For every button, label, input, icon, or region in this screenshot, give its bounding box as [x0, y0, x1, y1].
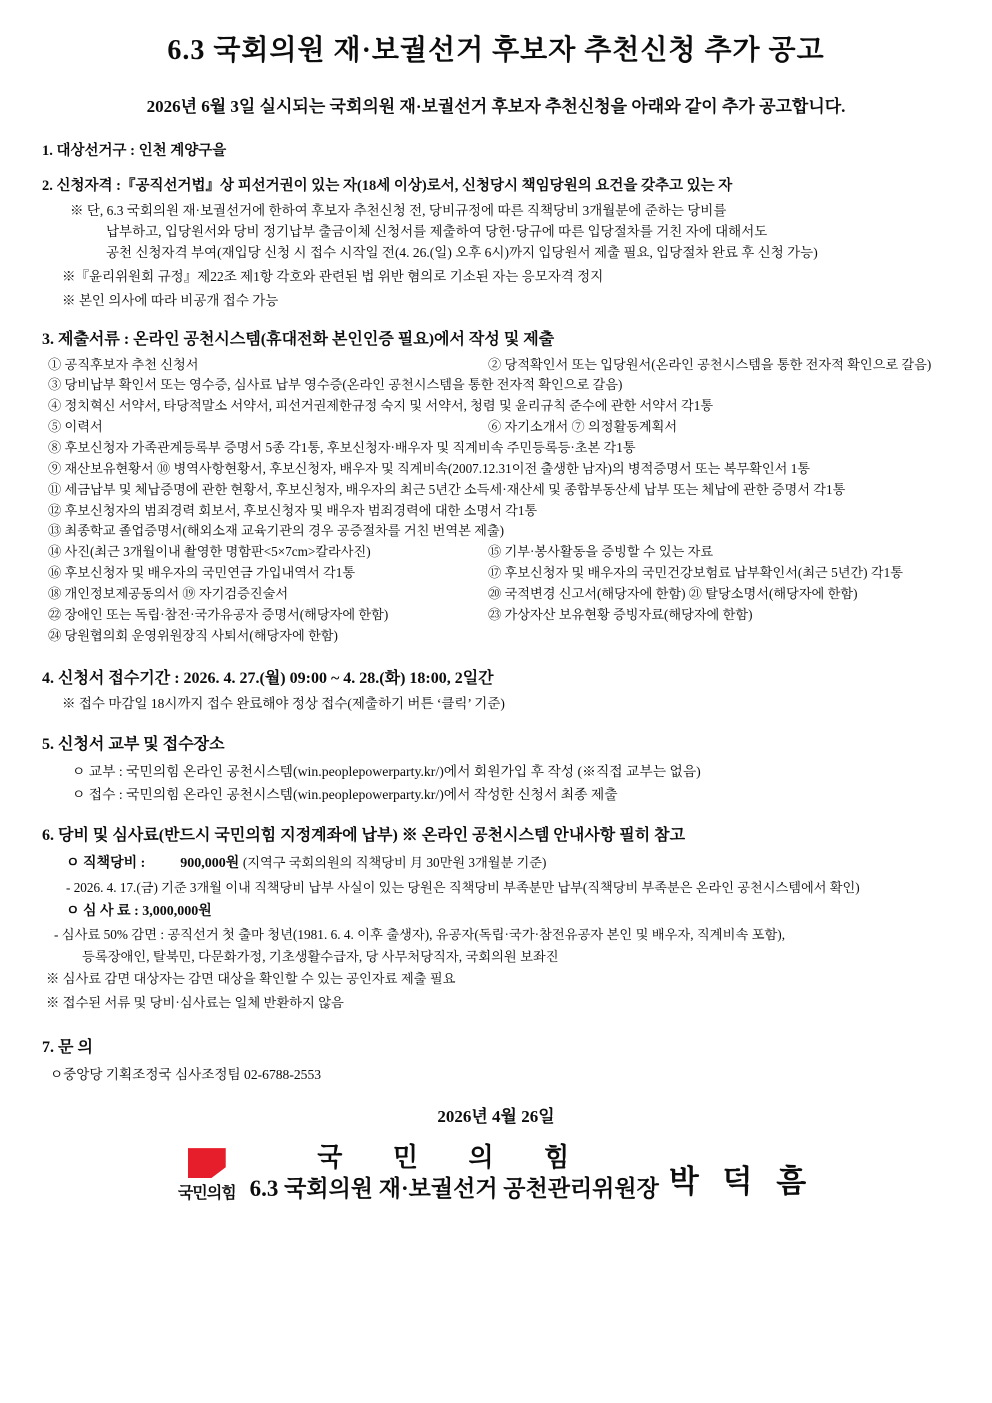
list-item: [48, 521, 956, 542]
list-item-left: ㉔ 당원협의회 운영위원장직 사퇴서(해당자에 한함): [48, 627, 338, 643]
fee-screening-row: ㅇ 심 사 료 : 3,000,000원: [66, 904, 212, 920]
party-flag-icon: [188, 1148, 226, 1178]
page-title: 6.3 국회의원 재·보궐선거 후보자 추천신청 추가 공고: [167, 35, 825, 66]
list-item: [48, 480, 956, 501]
list-item: [48, 563, 956, 584]
section-6-star-note-1: ※ 심사료 감면 대상자는 감면 대상을 확인할 수 있는 공인자료 제출 필요: [46, 970, 456, 986]
list-item: [48, 375, 956, 396]
section-2-note-1: [36, 201, 956, 264]
section-7-heading: 7. 문 의: [42, 1039, 93, 1056]
list-item-left: ⑭ 사진(최근 3개월이내 촬영한 명함판<5×7cm>칼라사진): [48, 544, 371, 560]
fee-party-dues-tail: (지역구 국회의원의 직책당비 月 30만원 3개월분 기준): [242, 855, 547, 871]
section-submission-place: [36, 731, 956, 807]
section-6-star-note-2: ※ 접수된 서류 및 당비·심사료는 일체 반환하지 않음: [46, 995, 344, 1011]
list-item-right: ② 당적확인서 또는 입당원서(온라인 공천시스템을 통한 전자적 확인으로 갈음): [488, 356, 932, 372]
list-item-left: ⑤ 이력서: [48, 419, 103, 435]
signature-text-block: [250, 1137, 659, 1203]
list-item-left: ⑯ 후보신청자 및 배우자의 국민연금 가입내역서 각1통: [48, 565, 356, 581]
section-2-note-3: ※ 본인 의사에 따라 비공개 접수 가능: [62, 292, 279, 308]
list-item-right: ⑥ 자기소개서 ⑦ 의정활동계획서: [488, 419, 678, 435]
list-item-left: ⑬ 최종학교 졸업증명서(해외소재 교육기관의 경우 공증절차를 거친 번역본 제출): [48, 523, 504, 539]
list-item: [48, 584, 956, 605]
section-6-heading: 6. 당비 및 심사료(반드시 국민의힘 지정계좌에 납부) ※ 온라인 공천시스템 안내사항 필히 참고: [42, 827, 686, 845]
list-item-right: ⑳ 국적변경 신고서(해당자에 한함) ㉑ 탈당소명서(해당자에 한함): [488, 586, 858, 602]
section-documents: [36, 326, 956, 647]
section-1-heading: 1. 대상선거구 : 인천 계양구을: [42, 143, 227, 159]
list-item-left: ⑪ 세금납부 및 체납증명에 관한 현황서, 후보신청자, 배우자의 최근 5년간 소득세·재산세 및 종합부동산세 납부 또는 체납에 관한 증명서 각1통: [48, 481, 846, 497]
section-4-heading: 4. 신청서 접수기간 : 2026. 4. 27.(월) 09:00 ~ 4. 28.(화) 18:00, 2일간: [42, 669, 494, 687]
list-item-left: ㉒ 장애인 또는 독립·참전·국가유공자 증명서(해당자에 한함): [48, 606, 389, 622]
party-name-spread: 국 민 의 힘: [317, 1143, 592, 1173]
party-logo-label: 국민의힘: [177, 1185, 236, 1203]
signature-role: 6.3 국회의원 재·보궐선거 공천관리위원장: [249, 1176, 659, 1202]
contact-line: ㅇ중앙당 기획조정국 심사조정팀 02-6788-2553: [50, 1067, 322, 1082]
fee-party-dues-value: 900,000원: [180, 856, 240, 872]
section-5-heading: 5. 신청서 교부 및 접수장소: [42, 735, 225, 753]
list-item-right: ⑰ 후보신청자 및 배우자의 국민건강보험료 납부확인서(최근 5년간) 각1통: [488, 565, 903, 581]
list-item-left: ⑫ 후보신청자의 범죄경력 회보서, 후보신청자 및 배우자 범죄경력에 대한 소명서 각1통: [48, 502, 538, 518]
section-2-note-1-line-2: 납부하고, 입당원서와 당비 정기납부 출금이체 신청서를 제출하여 당헌·당규에 따른 입당절차를 거친 자에 대해서도: [106, 223, 768, 239]
section-target-district: [36, 139, 956, 160]
list-item-left: ① 공직후보자 추천 신청서: [48, 356, 199, 372]
party-logo: [178, 1148, 236, 1203]
list-item: [48, 459, 956, 480]
list-item: [48, 355, 956, 376]
list-item-left: ③ 당비납부 확인서 또는 영수증, 심사료 납부 영수증(온라인 공천시스템을 통한 전자적 확인으로 갈음): [48, 377, 623, 393]
list-item: [48, 438, 956, 459]
section-eligibility: [36, 174, 956, 312]
fee-party-dues-label: ㅇ 직책당비 :: [66, 856, 146, 872]
section-3-heading: 3. 제출서류 : 온라인 공천시스템(휴대전화 본인인증 필요)에서 작성 및 제출: [42, 330, 555, 348]
lead-paragraph: 2026년 6월 3일 실시되는 국회의원 재·보궐선거 후보자 추천신청을 아래와 같이 추가 공고합니다.: [146, 97, 846, 116]
section-2-note-1-line-3: 공천 신청자격 부여(재입당 신청 시 접수 시작일 전(4. 26.(일) 오후 6시)까지 입당원서 제출 필요, 입당절차 완료 후 신청 가능): [106, 244, 818, 260]
section-fees: [36, 822, 956, 1016]
list-item: [48, 501, 956, 522]
section-2-heading: 2. 신청자격 :『공직선거법』상 피선거권이 있는 자(18세 이상)로서, 신청당시 책임당원의 요건을 갖추고 있는 자: [42, 178, 733, 194]
list-item-left: ⑨ 재산보유현황서 ⑩ 병역사항현황서, 후보신청자, 배우자 및 직계비속(2007.12.31이전 출생한 남자)의 병적증명서 또는 복무확인서 1통: [48, 460, 811, 476]
signature-name: 박 덕 흠: [668, 1164, 815, 1200]
list-item: [48, 542, 956, 563]
documents-list: [36, 355, 956, 647]
list-item-left: ⑧ 후보신청자 가족관계등록부 증명서 5종 각1통, 후보신청자·배우자 및 직계비속 주민등록등·초본 각1통: [48, 440, 636, 456]
fee-party-dues-row: [36, 851, 956, 876]
section-contact: [36, 1034, 956, 1086]
section-application-period: [36, 665, 956, 715]
list-item-right: ⑮ 기부·봉사활동을 증빙할 수 있는 자료: [488, 544, 714, 560]
fee-party-dues-note: - 2026. 4. 17.(금) 기준 3개월 이내 직책당비 납부 사실이 있는 당원은 직책당비 부족분만 납부(직책당비 부족분은 온라인 공천시스템에서 확인): [66, 879, 860, 895]
list-item: [48, 417, 956, 438]
section-2-note-2: ※『윤리위원회 규정』제22조 제1항 각호와 관련된 법 위반 혐의로 기소된 자는 응모자격 정지: [62, 268, 604, 284]
section-5-line-2: ㅇ 접수 : 국민의힘 온라인 공천시스템(win.peoplepowerparty.kr/)에서 작성한 신청서 최종 제출: [72, 787, 618, 803]
fee-screening-note: [36, 924, 956, 967]
list-item-left: ⑱ 개인정보제공동의서 ⑲ 자기검증진술서: [48, 586, 289, 602]
list-item: [48, 626, 956, 647]
section-5-line-1: ㅇ 교부 : 국민의힘 온라인 공천시스템(win.peoplepowerparty.kr/)에서 회원가입 후 작성 (※직접 교부는 없음): [72, 763, 701, 779]
list-item-left: ④ 정치혁신 서약서, 타당적말소 서약서, 피선거권제한규정 숙지 및 서약서, 청렴 및 윤리규칙 준수에 관한 서약서 각1통: [48, 398, 714, 414]
issue-date: 2026년 4월 26일: [437, 1107, 555, 1127]
list-item: [48, 605, 956, 626]
list-item-right: ㉓ 가상자산 보유현황 증빙자료(해당자에 한함): [488, 606, 753, 622]
section-2-note-1-line-1: ※ 단, 6.3 국회의원 재·보궐선거에 한하여 후보자 추천신청 전, 당비규정에 따른 직책당비 3개월분에 준하는 당비를: [70, 203, 727, 218]
section-4-note: ※ 접수 마감일 18시까지 접수 완료해야 정상 접수(제출하기 버튼 ‘클릭’ 기준): [62, 695, 505, 711]
fee-screening-note-line-1: - 심사료 50% 감면 : 공직선거 첫 출마 청년(1981. 6. 4. 이후 출생자), 유공자(독립·국가·참전유공자 본인 및 배우자, 직계비속 포함),: [54, 927, 786, 943]
signature-block: [36, 1137, 956, 1203]
fee-screening-note-line-2: 등록장애인, 탈북민, 다문화가정, 기초생활수급자, 당 사무처당직자, 국회의원 보좌진: [82, 948, 559, 964]
list-item: [48, 396, 956, 417]
